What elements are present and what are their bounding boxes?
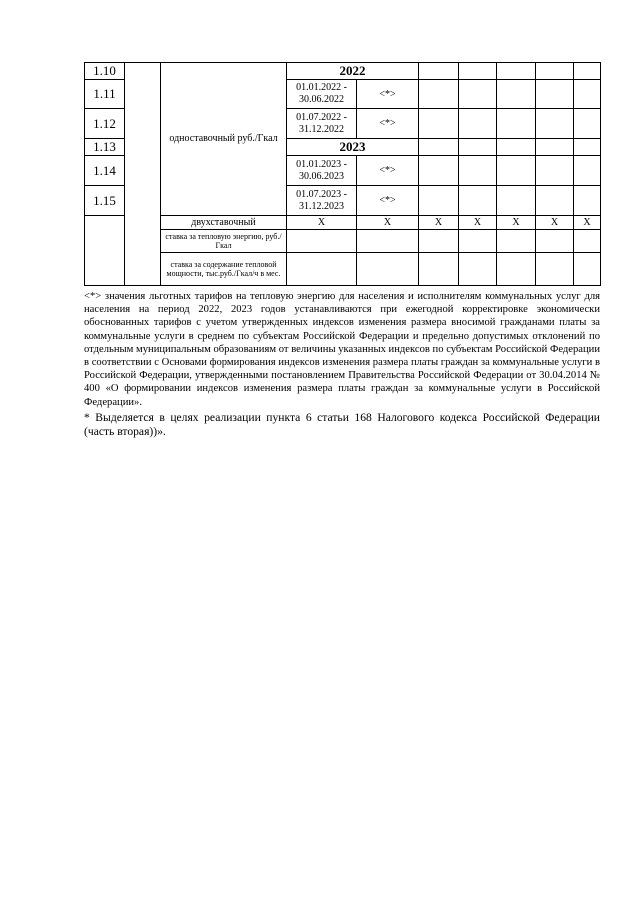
empty-cell — [125, 63, 161, 286]
period-cell: 01.07.2022 - 31.12.2022 — [287, 109, 357, 139]
x-mark: X — [536, 216, 574, 230]
row-number: 1.13 — [85, 139, 125, 156]
one-part-tariff-label: одноставочный руб./Гкал — [161, 63, 287, 216]
row-number: 1.15 — [85, 186, 125, 216]
tariff-stub: <*> — [357, 80, 419, 109]
footnotes — [84, 290, 600, 440]
row-number: 1.11 — [85, 80, 125, 109]
year-header: 2022 — [287, 63, 419, 80]
row-number: 1.14 — [85, 156, 125, 186]
tariff-stub: <*> — [357, 156, 419, 186]
two-part-tariff-label: двухставочный — [161, 216, 287, 230]
period-cell: 01.01.2022 - 30.06.2022 — [287, 80, 357, 109]
empty-cell — [85, 216, 125, 286]
x-mark: X — [497, 216, 536, 230]
x-mark: X — [357, 216, 419, 230]
star-footnote: <*> значения льготных тарифов на тепловую энергию для населения и исполнителям коммунальных услуг для населения на период 2022, 2023 годов устанавливаются при ежегодной корректировке экономически обоснованных тарифов с учетом утвержденных индексов изменения размера вносимой гражданами платы за коммунальные услуги в среднем по субъектам Российской Федерации и предельно допустимых отклонений по отдельным муниципальным образованиям от величины указанных индексов по субъектам Российской Федерации в соответствии с Основами формирования индексов изменения размера платы граждан за коммунальные услуги в Российской Федерации, утвержденными постановлением Правительства Российской Федерации от 30.04.2014 № 400 «О формировании индексов изменения размера платы граждан за коммунальные услуги в Российской Федерации». — [84, 291, 600, 408]
x-mark: X — [574, 216, 601, 230]
heat-rate-label: ставка за тепловую энергию, руб./Гкал — [161, 230, 287, 253]
x-mark: X — [459, 216, 497, 230]
tariff-stub: <*> — [357, 186, 419, 216]
period-cell: 01.07.2023 - 31.12.2023 — [287, 186, 357, 216]
vat-footnote: * Выделяется в целях реализации пункта 6 статьи 168 Налогового кодекса Российской Федерации (часть вторая))». — [84, 410, 600, 439]
x-mark: X — [419, 216, 459, 230]
row-number: 1.10 — [85, 63, 125, 80]
capacity-rate-label: ставка за содержание тепловой мощности, тыс.руб./Гкал/ч в мес. — [161, 253, 287, 286]
x-mark: X — [287, 216, 357, 230]
year-header: 2023 — [287, 139, 419, 156]
row-number: 1.12 — [85, 109, 125, 139]
tariff-table — [84, 62, 601, 286]
period-cell: 01.01.2023 - 30.06.2023 — [287, 156, 357, 186]
tariff-stub: <*> — [357, 109, 419, 139]
